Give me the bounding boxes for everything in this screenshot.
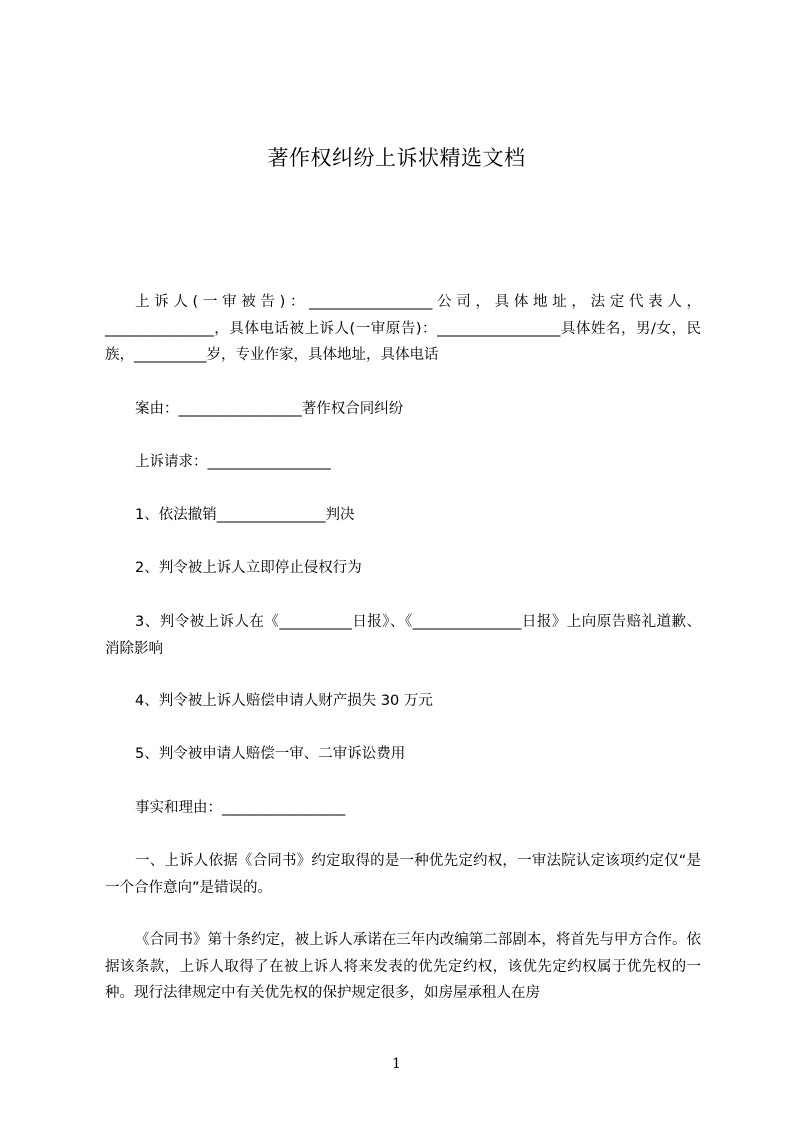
request-item-2: 2、判令被上诉人立即停止侵权行为: [135, 560, 362, 576]
facts-paragraph-2: 《合同书》第十条约定，被上诉人承诺在三年内改编第二部剧本，将首先与甲方合作。依据该条款，上诉人取得了在被上诉人将来发表的优先定约权，该优先定约权属于优先权的一种。现行法律规定中有关优先权的保护规定很多，如房屋承租人在房: [105, 932, 701, 1001]
case-cause-paragraph: 案由：_________________著作权合同纠纷: [135, 401, 404, 417]
request-item-5: 5、判令被申请人赔偿一审、二审诉讼费用: [135, 746, 406, 762]
request-item-1: 1、依法撤销_______________判决: [135, 507, 355, 523]
appeal-request-heading: 上诉请求：_________________: [135, 454, 331, 470]
facts-reasons-heading: 事实和理由：_________________: [135, 800, 346, 816]
facts-paragraph-1: 一、上诉人依据《合同书》约定取得的是一种优先定约权，一审法院认定该项约定仅“是一个合作意向”是错误的。: [105, 853, 701, 896]
appellant-info-paragraph: 上诉人(一审被告)：_________________公司，具体地址，法定代表人，_______________，具体电话被上诉人(一审原告)：_________________具体姓名，男/女，民族，__________岁，专业作家，具体地址，具体电话: [105, 294, 701, 363]
page-number: 1: [392, 1056, 401, 1072]
document-title: 著作权纠纷上诉状精选文档: [267, 146, 526, 170]
request-item-4: 4、判令被上诉人赔偿申请人财产损失 30 万元: [135, 693, 433, 709]
request-item-3: 3、判令被上诉人在《__________日报》、《_______________日报》上向原告赔礼道歉、消除影响: [105, 614, 701, 657]
